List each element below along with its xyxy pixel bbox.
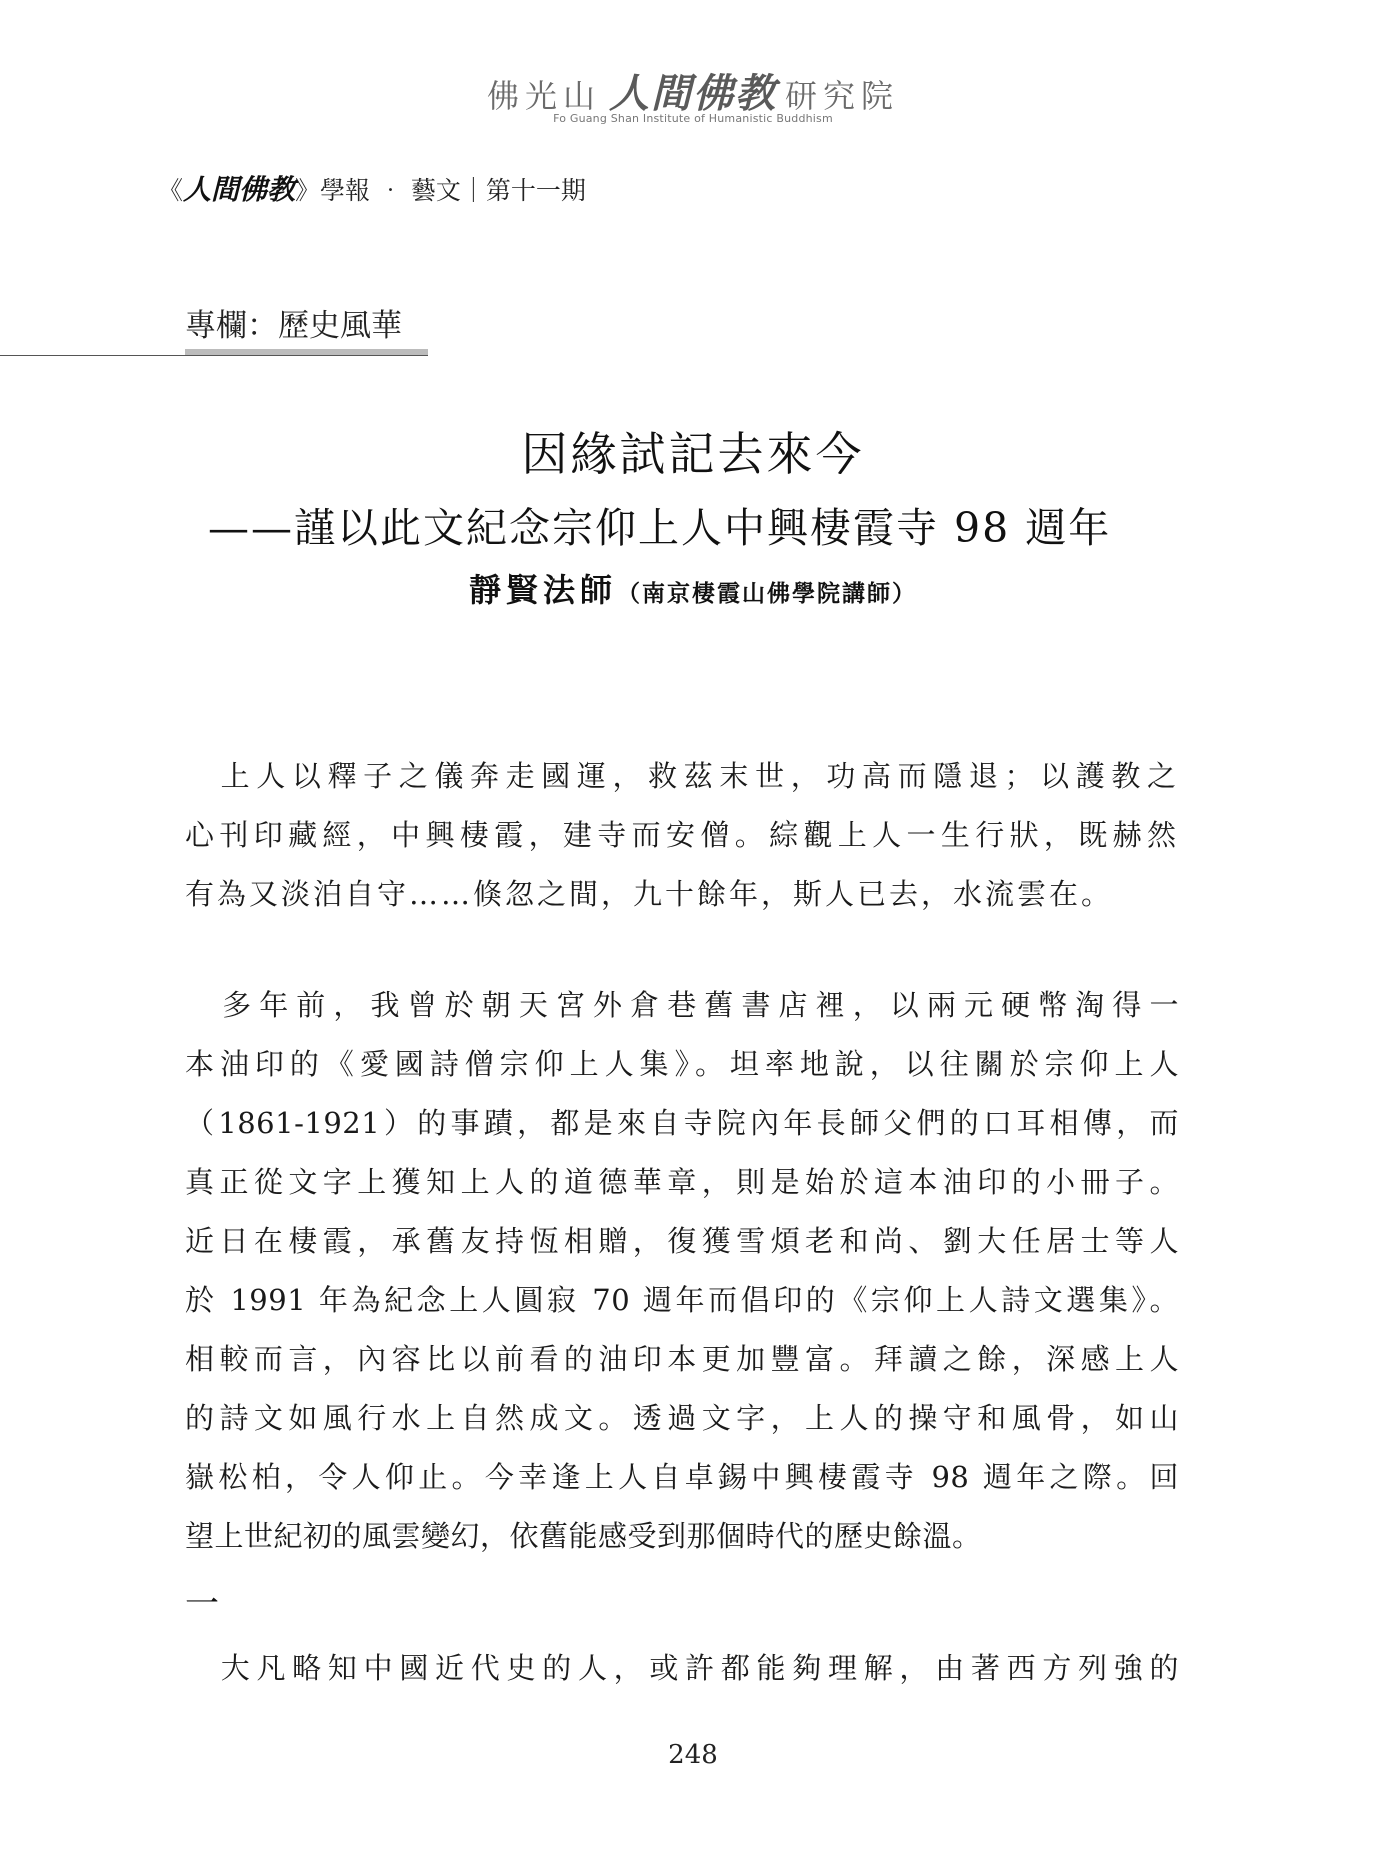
column-rule-line	[0, 355, 428, 356]
institute-suffix: 研究院	[785, 77, 900, 115]
paragraph-line: 近日在棲霞，承舊友持恆相贈，復獲雪煩老和尚、劉大任居士等人	[185, 1224, 1179, 1258]
paragraph-line: 本油印的《愛國詩僧宗仰上人集》。坦率地說，以往關於宗仰上人	[185, 1047, 1179, 1081]
institute-name	[0, 62, 1386, 119]
section-heading-number: 一	[185, 1584, 219, 1624]
epigraph-line: 有為又淡泊自守……倏忽之間，九十餘年，斯人已去，水流雲在。	[185, 877, 1114, 911]
paragraph-line: 大凡略知中國近代史的人，或許都能夠理解，由著西方列強的	[185, 1651, 1179, 1685]
epigraph-line: 心刊印藏經，中興棲霞，建寺而安僧。綜觀上人一生行狀，既赫然	[185, 818, 1179, 852]
journal-issue-info: 》學報 ‧ 藝文｜第十一期	[295, 176, 586, 205]
institute-english-name: Fo Guang Shan Institute of Humanistic Buddhism	[553, 112, 833, 125]
opening-epigraph	[185, 747, 1179, 924]
section-paragraph	[185, 1639, 1179, 1698]
column-label: 專欄：歷史風華	[185, 308, 402, 344]
body-paragraph	[185, 976, 1179, 1566]
page-number: 248	[668, 1740, 718, 1770]
paragraph-line: 真正從文字上獲知上人的道德華章，則是始於這本油印的小冊子。	[185, 1165, 1179, 1199]
paragraph-line: 望上世紀初的風雲變幻，依舊能感受到那個時代的歷史餘溫。	[185, 1519, 982, 1553]
paragraph-line: 多年前，我曾於朝天宮外倉巷舊書店裡，以兩元硬幣淘得一	[185, 988, 1179, 1022]
institute-brush-logo: 人間佛教	[609, 70, 777, 117]
running-header	[158, 168, 586, 208]
paragraph-line: 嶽松柏，令人仰止。今幸逢上人自卓錫中興棲霞寺 98 週年之際。回	[185, 1460, 1179, 1494]
paragraph-line: 於 1991 年為紀念上人圓寂 70 週年而倡印的《宗仰上人詩文選集》。	[185, 1283, 1179, 1317]
article-subtitle: ——謹以此文紀念宗仰上人中興棲霞寺 98 週年	[208, 504, 1112, 552]
column-rule-bar	[185, 349, 428, 355]
paragraph-line: （1861-1921）的事蹟，都是來自寺院內年長師父們的口耳相傳，而	[185, 1106, 1179, 1140]
epigraph-line: 上人以釋子之儀奔走國運，救茲末世，功高而隱退；以護教之	[185, 759, 1179, 793]
article-title: 因緣試記去來今	[521, 427, 865, 481]
journal-brush-title: 人間佛教	[183, 173, 296, 206]
paragraph-line: 相較而言，內容比以前看的油印本更加豐富。拜讀之餘，深感上人	[185, 1342, 1179, 1376]
journal-open-bracket: 《	[158, 176, 184, 205]
author-affiliation: （南京棲霞山佛學院講師）	[617, 580, 917, 607]
institute-prefix: 佛光山	[486, 77, 601, 115]
author-name: 靜賢法師	[468, 571, 617, 609]
author-line	[0, 565, 1386, 611]
paragraph-line: 的詩文如風行水上自然成文。透過文字，上人的操守和風骨，如山	[185, 1401, 1179, 1435]
